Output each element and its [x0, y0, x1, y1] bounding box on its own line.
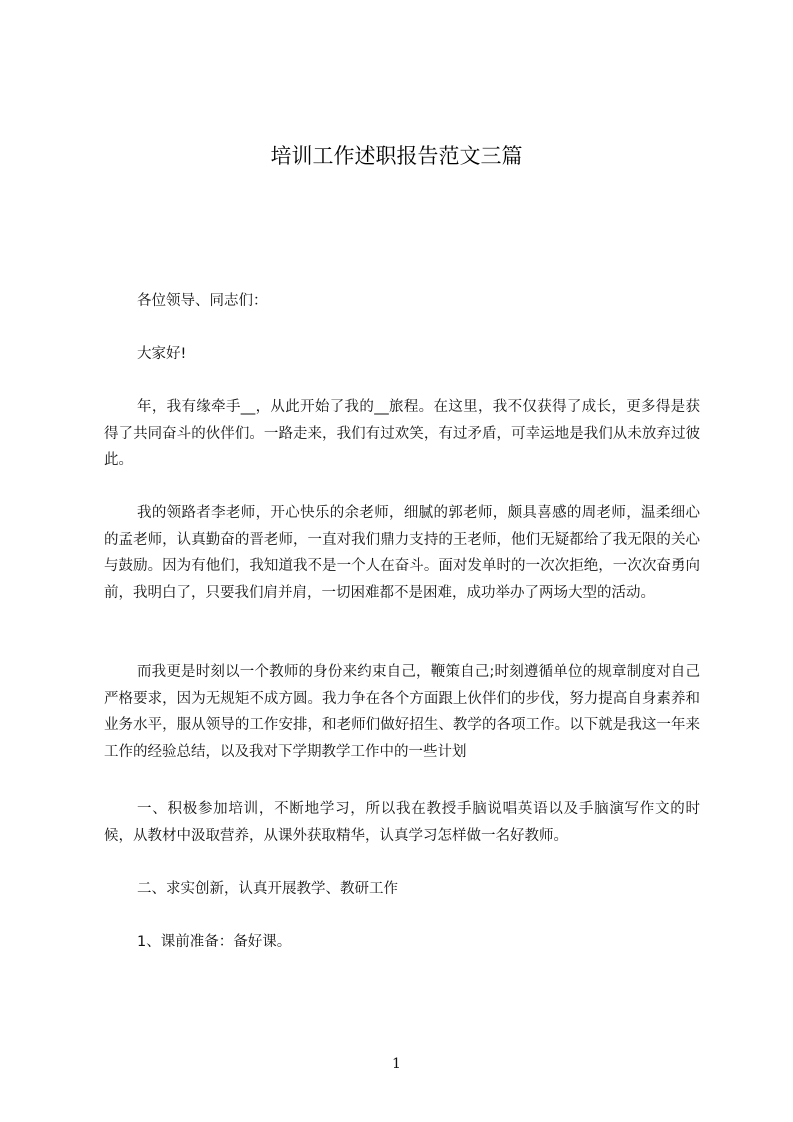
document-title: 培训工作述职报告范文三篇 — [270, 144, 523, 168]
paragraph-lesson-prep: 1、课前准备：备好课。 — [137, 934, 292, 950]
page-number: 1 — [392, 1056, 401, 1072]
paragraph-training: 一、积极参加培训，不断地学习，所以我在教授手脑说唱英语以及手脑演写作文的时候，从教材中汲取营养，从课外获取精华，认真学习怎样做一名好教师。 — [104, 801, 700, 844]
paragraph-greeting: 各位领导、同志们： — [137, 293, 268, 309]
paragraph-heading-innovation: 二、求实创新，认真开展教学、教研工作 — [137, 881, 398, 897]
paragraph-self-discipline: 而我更是时刻以一个教师的身份来约束自己，鞭策自己;时刻遵循单位的规章制度对自己严格要求，因为无规矩不成方圆。我力争在各个方面跟上伙伴们的步伐，努力提高自身素养和业务水平，服从领导的工作安排，和老师们做好招生、教学的各项工作。以下就是我这一年来工作的经验总结，以及我对下学期教学工作中的一些计划 — [104, 664, 700, 760]
paragraph-hello: 大家好! — [137, 346, 187, 362]
paragraph-colleagues: 我的领路者李老师，开心快乐的余老师，细腻的郭老师，颇具喜感的周老师，温柔细心的孟老师，认真勤奋的晋老师，一直对我们鼎力支持的王老师，他们无疑都给了我无限的关心与鼓励。因为有他们，我知道我不是一个人在奋斗。面对发单时的一次次拒绝，一次次奋勇向前，我明白了，只要我们肩并肩，一切困难都不是困难，成功举办了两场大型的活动。 — [104, 505, 700, 601]
paragraph-intro: 年，我有缘牵手__，从此开始了我的__旅程。在这里，我不仅获得了成长，更多得是获得了共同奋斗的伙伴们。一路走来，我们有过欢笑，有过矛盾，可幸运地是我们从未放弃过彼此。 — [104, 399, 700, 468]
